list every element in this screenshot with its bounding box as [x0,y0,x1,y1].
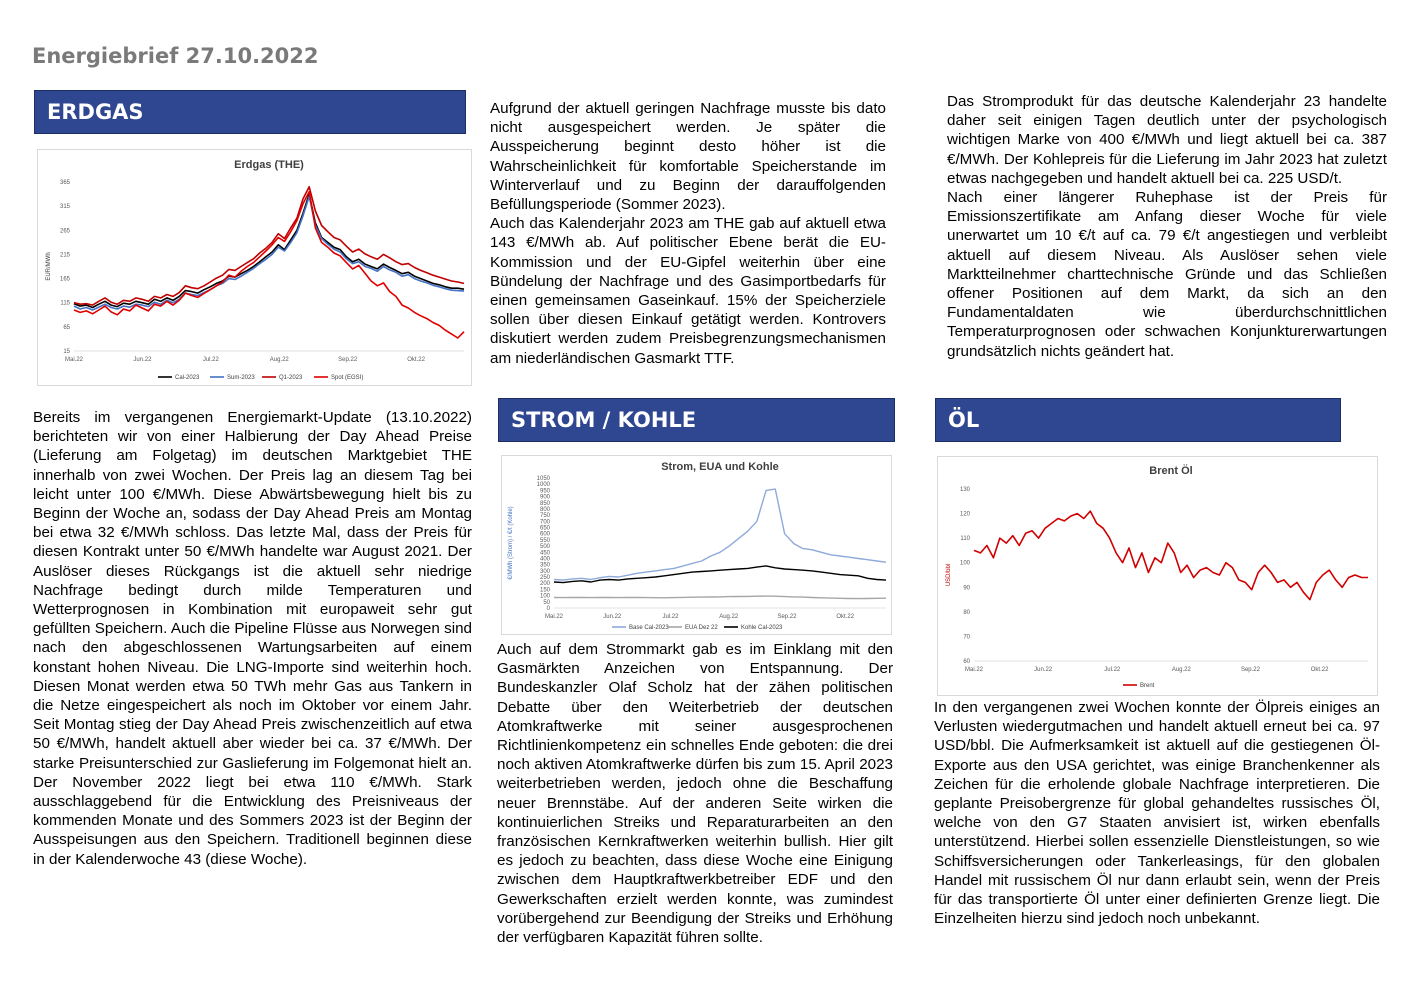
y-tick-label: 550 [539,537,550,544]
oel-text [934,698,1380,928]
y-tick-label: 315 [59,204,70,211]
legend-label: Kohle Cal-2023 [741,625,783,631]
x-tick-label: Sep.22 [338,357,358,363]
y-tick-label: 60 [963,659,970,665]
x-tick-label: Jun.22 [133,357,152,363]
section-header-erdgas: ERDGAS [34,90,466,134]
chart-strom [501,455,892,635]
y-tick-label: 215 [59,252,70,259]
y-tick-label: 115 [60,300,70,307]
legend-label: EUA Dez 22 [685,625,718,631]
y-tick-label: 100 [959,560,970,567]
erdgas-paragraph-1: Bereits im vergangenen Energiemarkt-Update (13.10.2022) berichteten wir von einer Halbierung der Day Ahead Preise (Lieferung am Folgetag) im deutschen Marktgebiet THE innerhalb von zwei Wochen. Der Preis lag an diesem Tag bei leicht unter 100 €/MWh. Diese Abwärtsbewegung hielt bis zu Beginn der Woche an, sodass der Day Ahead Preis am Montag bei etwa 32 €/MWh schloss. Das letzte Mal, dass der Preis für diesen Kontrakt unter 50 €/MWh handelte war August 2021. Der Auslöser dieses Rückgangs ist die aktuell sehr niedrige Nachfrage bedingt durch milde Temperaturen und Wetterprognosen in Kombination mit europaweit sehr gut gefüllten Speichern. Auch die Pipeline Flüsse aus Norwegen sind nach den abgeschlossenen Wartungsarbeiten auf einem konstant hohen Niveau. Die LNG-Importe sind weiterhin hoch. Diesen Monat werden etwa 50 TWh mehr Gas aus Tankern in die Netze eingespeichert als noch im Oktober vor einem Jahr. Seit Montag stieg der Day Ahead Preis zwischenzeitlich auf etwa 50 €/MWh, handelt aktuell aber wieder bei ca. 37 €/MWh. Der starke Preisunterschied zur Gaslieferung im Folgemonat hielt an. Der November 2022 liegt bei etwa 110 €/MWh. Stark ausschlaggebend für die Entwicklung des Preisniveaus der kommenden Monate und des Sommers 2023 ist der Beginn der Ausspeisungen aus den Speichern. Traditionell beginnen diese in der Kalenderwoche 43 (diese Woche). [33,409,472,868]
x-tick-label: Mai.22 [964,667,984,673]
y-tick-label: 200 [539,581,550,588]
x-tick-label: Jun.22 [603,614,622,620]
strom-paragraph-1: Auch auf dem Strommarkt gab es im Einklang mit den Gasmärkten Anzeichen von Entspannung. Der Bundeskanzler Olaf Scholz hat der zähen politischen Debatte über den Weiterbetrieb der deutschen Atomkraftwerke mit seiner ausgesprochenen Richtlinienkompetenz ein schnelles Ende geboten: die drei noch aktiven Atomkraftwerke dürfen bis zum 15. April 2023 weiterbetrieben werden, jedoch ohne die Beschaffung neuer Brennstäbe. Auf der anderen Seite wirken die kontinuierlichen Streiks und Reparaturarbeiten an den französischen Kernkraftwerken weiterhin bullish. Hier gilt es jedoch zu beachten, dass diese Woche eine Einigung zwischen dem Hauptkraftwerkbetreiber EDF und den Gewerkschaften erzielt werden konnte, was zumindest vorübergehend zur Beendigung der Streiks und Erhöhung der verfügbaren Kapazität führen sollte. [497,641,893,947]
y-tick-label: 65 [63,324,70,331]
series-line-cal-2023 [74,194,464,307]
erdgas-continued-text [490,99,886,368]
y-tick-label: 110 [960,536,970,543]
oel-paragraph-1: In den vergangenen zwei Wochen konnte der Ölpreis einiges an Verlusten wiedergutmachen und handelt aktuell erneut bei ca. 97 USD/bbl. Die Aufmerksamkeit ist aktuell auf die gestiegenen Öl-Exporte aus den USA gerichtet, was einige Branchenkenner als Zeichen für die erholende globale Nachfrage interpretieren. Die geplante Preisobergrenze für global gehandeltes russisches Öl, welche von den G7 Staaten anvisiert ist, wirken ebenfalls unterstützend. Hierbei sollen essenzielle Dienstleistungen, so wie Schiffsversicherungen oder Tankerleasings, für den globalen Handel mit russischem Öl nur dann erlaubt sein, wenn der Preis für das transportierte Öl unter einer definierten Grenze liegt. Die Einzelheiten hierzu sind jedoch noch unbekannt. [934,699,1380,928]
y-tick-label: 1050 [536,476,550,482]
x-tick-label: Jun.22 [1034,667,1053,673]
x-tick-label: Okt.22 [836,614,855,620]
y-tick-label: 450 [539,550,550,557]
strom-paragraph-2: Das Stromprodukt für das deutsche Kalenderjahr 23 handelte daher seit einigen Tagen deutlich unter der psychologisch wichtigen Marke von 400 €/MWh und liegt aktuell bei ca. 387 €/MWh. Der Kohlepreis für die Lieferung im Jahr 2023 hat zuletzt etwas nachgegeben und handelt aktuell bei ca. 225 USD/t. [947,93,1387,187]
y-tick-label: 265 [59,228,70,235]
document-title: Energiebrief 27.10.2022 [32,44,319,68]
legend-label: Cal-2023 [175,375,200,381]
y-tick-label: 600 [539,531,550,538]
y-tick-label: 800 [539,506,550,513]
x-tick-label: Jul.22 [202,357,219,363]
chart-title: Erdgas (THE) [234,159,304,171]
y-tick-label: 0 [546,606,550,612]
x-tick-label: Aug.22 [269,357,289,363]
y-tick-label: 15 [63,349,70,355]
y-tick-label: 250 [539,575,550,582]
y-tick-label: 50 [543,599,550,606]
y-tick-label: 750 [539,513,550,520]
x-tick-label: Mai.22 [64,357,84,363]
series-line-base-cal-2023 [554,489,886,580]
legend-label: Q1-2023 [279,375,303,381]
y-tick-label: 1000 [536,482,550,489]
chart-title: Strom, EUA und Kohle [661,461,779,473]
series-line-eua-dez-22 [554,596,886,599]
y-tick-label: 400 [539,556,550,563]
x-tick-label: Sep.22 [777,614,797,620]
y-tick-label: 120 [959,511,970,518]
chart-strom-svg [502,456,891,634]
chart-title: Brent Öl [1149,465,1193,477]
erdgas-text [33,408,472,869]
section-header-strom-kohle: STROM / KOHLE [498,398,895,442]
x-tick-label: Okt.22 [1310,667,1329,673]
chart-brent-svg [938,457,1377,695]
y-tick-label: 900 [539,494,550,501]
x-tick-label: Jul.22 [662,614,679,620]
y-tick-label: 350 [539,562,550,569]
y-tick-label: 80 [963,609,970,616]
x-tick-label: Mai.22 [544,614,564,620]
y-tick-label: 700 [539,519,550,526]
y-tick-label: 90 [963,585,970,592]
chart-brent [937,456,1378,696]
y-tick-label: 70 [963,634,970,641]
x-tick-label: Sep.22 [1240,667,1261,673]
y-tick-label: 150 [539,587,550,594]
strom-text [497,640,893,947]
strom-paragraph-3: Nach einer längerer Ruhephase ist der Preis für Emissionszertifikate am Anfang dieser Woche für viele unerwartet um 10 €/t auf ca. 79 €/t angestiegen und verbleibt aktuell auf diesem Niveau. Als Auslöser sehen viele Marktteilnehmer charttechnische Gründe und das Schließen offener Positionen auf dem Markt, da sich an den Fundamentaldaten wie überdurchschnittlichen Temperaturprognosen oder schwachen Konjunkturerwartungen grundsätzlich nichts geändert hat. [947,189,1387,360]
x-tick-label: Aug.22 [719,614,739,620]
chart-erdgas-svg [38,150,471,385]
series-line-sum-2023 [74,197,464,311]
section-header-oel: ÖL [935,398,1341,442]
erdgas-paragraph-3: Auch das Kalenderjahr 2023 am THE gab auf aktuell etwa 143 €/MWh ab. Auf politischer Ebene berät die EU-Kommission und der EU-Gipfel weiterhin über eine Bündelung der Nachfrage und des Gasimportbedarfs für einen gemeinsamen Gaseinkauf. 15% der Speicherziele sollen über diesen Einkauf getätigt werden. Kontrovers diskutiert werden zudem Preisbegrenzungsmechanismen am niederländischen Gasmarkt TTF. [490,215,886,367]
y-tick-label: 850 [539,500,550,507]
x-tick-label: Jul.22 [1104,667,1121,673]
y-axis-label: USD/bbl [946,563,952,587]
y-tick-label: 100 [539,593,550,600]
y-axis-label: €/MWh (Strom) / €/t (Kohle) [508,506,514,580]
y-tick-label: 165 [59,276,70,283]
x-tick-label: Aug.22 [1171,667,1191,673]
y-tick-label: 300 [539,568,550,575]
chart-erdgas [37,149,472,386]
series-line-kohle-cal-2023 [554,566,886,583]
erdgas-paragraph-2: Aufgrund der aktuell geringen Nachfrage musste bis dato nicht ausgespeichert werden. Je später die Ausspeicherung beginnt desto höher ist die Wahrscheinlichkeit für komfortable Speicherstande im Winterverlauf und zu Beginn der darauffolgenden Befüllungsperiode (Sommer 2023). [490,100,886,214]
x-tick-label: Okt.22 [407,357,425,363]
series-line-brent [974,511,1368,599]
legend-label: Brent [1140,683,1155,689]
legend-label: Base Cal-2023 [629,625,669,631]
series-line-q1-2023 [74,187,464,305]
y-tick-label: 500 [539,544,550,551]
strom-continued-text [947,92,1387,361]
legend-label: Spot (EGSI) [331,375,364,381]
y-tick-label: 130 [959,487,970,493]
legend-label: Sum-2023 [227,375,255,381]
y-axis-label: EUR/MWh [46,252,52,281]
y-tick-label: 365 [59,180,70,186]
y-tick-label: 650 [539,525,550,532]
y-tick-label: 950 [539,488,550,495]
